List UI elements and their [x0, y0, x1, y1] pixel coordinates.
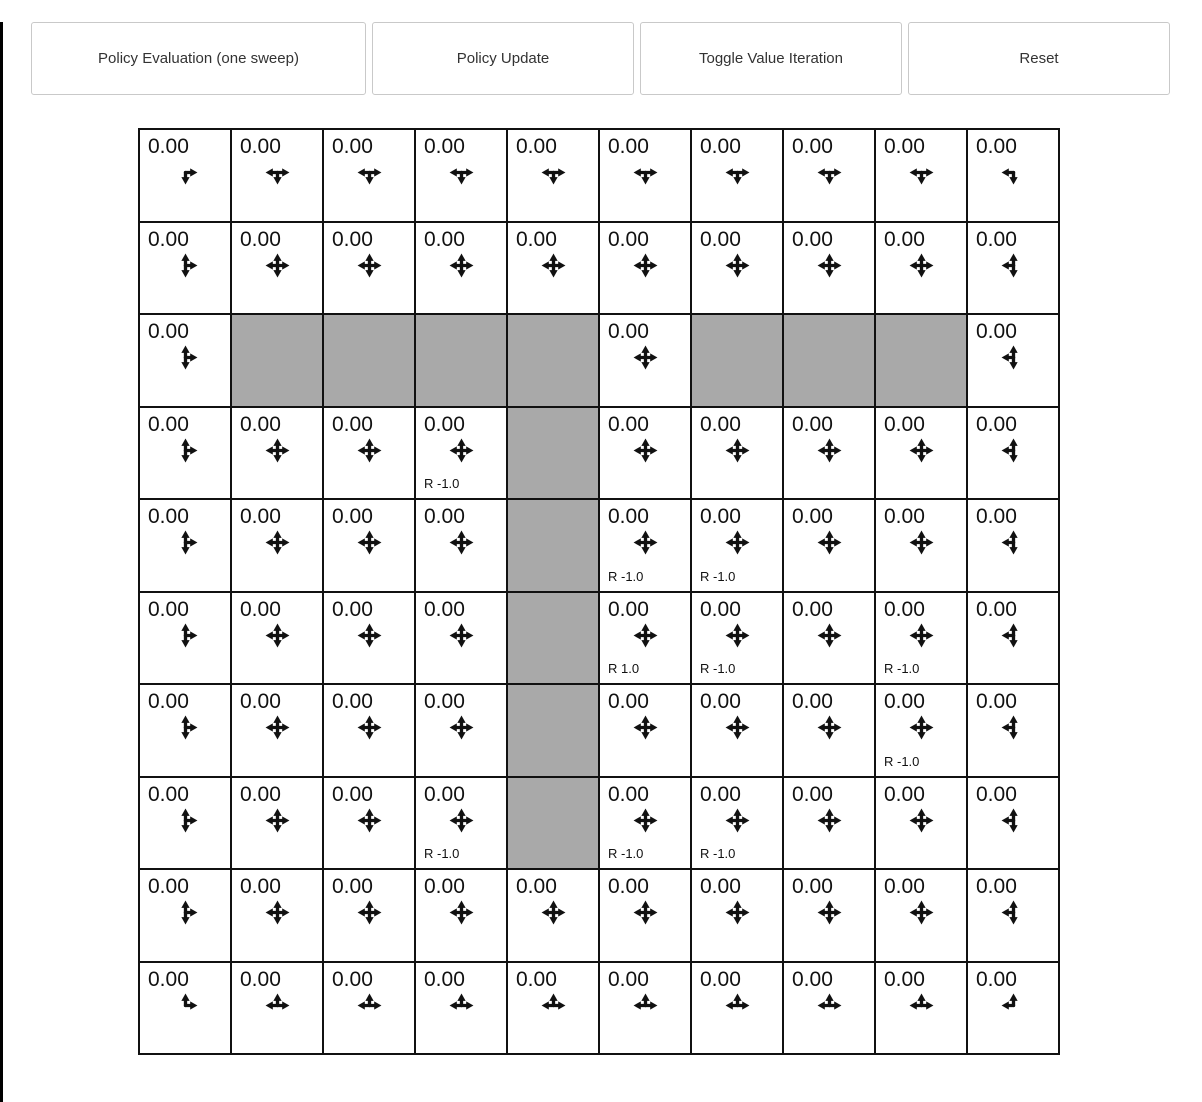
grid-cell — [140, 685, 230, 776]
grid-cell — [784, 223, 874, 314]
state-value: 0.00 — [516, 967, 557, 991]
grid-cell — [232, 500, 322, 591]
reward-label: R -1.0 — [700, 846, 736, 861]
state-value: 0.00 — [792, 782, 833, 806]
state-value: 0.00 — [332, 227, 373, 251]
grid-cell — [968, 593, 1058, 684]
state-value: 0.00 — [608, 690, 649, 713]
policy-arrows-icon — [232, 992, 322, 1019]
state-value: 0.00 — [884, 505, 925, 528]
grid-cell — [692, 408, 782, 499]
policy-arrows-icon — [968, 714, 1058, 741]
state-value: 0.00 — [424, 875, 465, 898]
policy-arrows-icon — [232, 899, 322, 926]
policy-arrows-icon — [968, 252, 1058, 279]
state-value: 0.00 — [240, 597, 281, 621]
reward-label: R -1.0 — [700, 661, 736, 676]
policy-arrows-icon — [968, 899, 1058, 926]
policy-arrows-icon — [324, 807, 414, 834]
state-value: 0.00 — [608, 597, 649, 621]
state-value: 0.00 — [700, 597, 741, 621]
state-value: 0.00 — [424, 135, 465, 158]
policy-arrows-icon — [600, 622, 690, 649]
state-value: 0.00 — [608, 875, 649, 898]
reward-label: R -1.0 — [884, 661, 920, 676]
policy-arrows-icon — [968, 529, 1058, 556]
state-value: 0.00 — [884, 227, 925, 251]
state-value: 0.00 — [884, 690, 925, 713]
grid-cell — [968, 315, 1058, 406]
grid-cell — [416, 500, 506, 591]
policy-arrows-icon — [416, 437, 506, 464]
grid-cell — [600, 685, 690, 776]
grid-cell — [324, 130, 414, 221]
policy-arrows-icon — [232, 437, 322, 464]
toggle-value-iteration-button[interactable]: Toggle Value Iteration — [640, 22, 902, 95]
state-value: 0.00 — [976, 597, 1017, 621]
grid-cell — [324, 593, 414, 684]
grid-cell — [784, 778, 874, 869]
policy-arrows-icon — [324, 159, 414, 186]
policy-evaluation-button[interactable]: Policy Evaluation (one sweep) — [31, 22, 366, 95]
state-value: 0.00 — [424, 412, 465, 436]
grid-cell — [600, 408, 690, 499]
state-value: 0.00 — [700, 875, 741, 898]
reward-label: R -1.0 — [608, 568, 644, 584]
policy-arrows-icon — [140, 252, 230, 279]
policy-arrows-icon — [324, 252, 414, 279]
policy-arrows-icon — [140, 529, 230, 556]
grid-cell — [508, 963, 598, 1054]
state-value: 0.00 — [608, 320, 649, 343]
grid-cell — [232, 408, 322, 499]
policy-arrows-icon — [968, 622, 1058, 649]
policy-arrows-icon — [600, 159, 690, 186]
state-value: 0.00 — [332, 412, 373, 436]
grid-cell — [784, 408, 874, 499]
grid-cell — [692, 870, 782, 961]
policy-arrows-icon — [140, 159, 230, 186]
state-value: 0.00 — [148, 505, 189, 528]
policy-arrows-icon — [600, 344, 690, 371]
policy-arrows-icon — [876, 252, 966, 279]
grid-cell — [416, 778, 506, 869]
state-value: 0.00 — [884, 875, 925, 898]
grid-cell — [784, 685, 874, 776]
policy-arrows-icon — [508, 252, 598, 279]
state-value: 0.00 — [976, 412, 1017, 436]
grid-cell — [876, 223, 966, 314]
grid-cell — [784, 130, 874, 221]
policy-arrows-icon — [600, 437, 690, 464]
state-value: 0.00 — [976, 782, 1017, 806]
state-value: 0.00 — [424, 505, 465, 528]
toolbar — [31, 22, 1167, 95]
state-value: 0.00 — [148, 227, 189, 251]
state-value: 0.00 — [700, 412, 741, 436]
grid-wall-cell — [508, 593, 598, 684]
grid-cell — [232, 963, 322, 1054]
state-value: 0.00 — [792, 875, 833, 898]
reward-label: R -1.0 — [608, 846, 644, 861]
policy-arrows-icon — [692, 252, 782, 279]
policy-arrows-icon — [876, 899, 966, 926]
policy-arrows-icon — [692, 899, 782, 926]
policy-arrows-icon — [600, 899, 690, 926]
grid-cell — [140, 130, 230, 221]
grid-wall-cell — [508, 685, 598, 776]
policy-arrows-icon — [876, 159, 966, 186]
policy-arrows-icon — [784, 159, 874, 186]
grid-cell — [600, 593, 690, 684]
grid-cell — [784, 870, 874, 961]
policy-arrows-icon — [600, 992, 690, 1019]
state-value: 0.00 — [700, 690, 741, 713]
reward-label: R 1.0 — [608, 661, 640, 676]
grid-cell — [692, 223, 782, 314]
state-value: 0.00 — [608, 135, 649, 158]
policy-arrows-icon — [140, 992, 230, 1019]
policy-arrows-icon — [600, 714, 690, 741]
state-value: 0.00 — [608, 227, 649, 251]
state-value: 0.00 — [240, 875, 281, 898]
grid-cell — [140, 593, 230, 684]
state-value: 0.00 — [424, 782, 465, 806]
state-value: 0.00 — [148, 597, 189, 621]
grid-wall-cell — [324, 315, 414, 406]
grid-cell — [508, 223, 598, 314]
state-value: 0.00 — [148, 875, 189, 898]
state-value: 0.00 — [240, 135, 281, 158]
state-value: 0.00 — [976, 690, 1017, 713]
grid-cell — [600, 500, 690, 591]
state-value: 0.00 — [792, 597, 833, 621]
state-value: 0.00 — [424, 227, 465, 251]
policy-arrows-icon — [876, 437, 966, 464]
grid-wall-cell — [416, 315, 506, 406]
reward-label: R -1.0 — [424, 476, 460, 491]
policy-arrows-icon — [140, 899, 230, 926]
policy-arrows-icon — [416, 159, 506, 186]
policy-arrows-icon — [600, 529, 690, 556]
state-value: 0.00 — [792, 135, 833, 158]
grid-wall-cell — [876, 315, 966, 406]
state-value: 0.00 — [424, 967, 465, 991]
policy-arrows-icon — [692, 529, 782, 556]
policy-arrows-icon — [324, 714, 414, 741]
grid-cell — [232, 593, 322, 684]
grid-cell — [876, 685, 966, 776]
state-value: 0.00 — [240, 690, 281, 713]
grid-cell — [140, 778, 230, 869]
grid-cell — [140, 408, 230, 499]
state-value: 0.00 — [332, 597, 373, 621]
grid-cell — [692, 685, 782, 776]
grid-wall-cell — [508, 315, 598, 406]
state-value: 0.00 — [148, 135, 189, 158]
policy-arrows-icon — [968, 159, 1058, 186]
grid-cell — [692, 130, 782, 221]
policy-arrows-icon — [232, 622, 322, 649]
state-value: 0.00 — [976, 967, 1017, 991]
state-value: 0.00 — [700, 967, 741, 991]
state-value: 0.00 — [148, 412, 189, 436]
policy-arrows-icon — [968, 992, 1058, 1019]
policy-arrows-icon — [140, 714, 230, 741]
policy-arrows-icon — [324, 899, 414, 926]
grid-wall-cell — [508, 778, 598, 869]
policy-arrows-icon — [140, 344, 230, 371]
grid-cell — [876, 963, 966, 1054]
state-value: 0.00 — [792, 412, 833, 436]
grid-cell — [416, 870, 506, 961]
grid-cell — [876, 500, 966, 591]
grid-cell — [416, 408, 506, 499]
policy-arrows-icon — [232, 807, 322, 834]
grid-wall-cell — [508, 408, 598, 499]
grid-cell — [324, 963, 414, 1054]
grid-cell — [968, 870, 1058, 961]
grid-cell — [324, 685, 414, 776]
grid-cell — [784, 593, 874, 684]
grid-cell — [324, 408, 414, 499]
policy-arrows-icon — [416, 807, 506, 834]
policy-arrows-icon — [784, 992, 874, 1019]
state-value: 0.00 — [148, 690, 189, 713]
policy-arrows-icon — [416, 529, 506, 556]
grid-cell — [508, 870, 598, 961]
policy-arrows-icon — [692, 807, 782, 834]
grid-cell — [140, 223, 230, 314]
grid-cell — [876, 870, 966, 961]
grid-cell — [324, 500, 414, 591]
policy-arrows-icon — [232, 714, 322, 741]
reset-button[interactable]: Reset — [908, 22, 1170, 95]
grid-cell — [968, 500, 1058, 591]
state-value: 0.00 — [516, 875, 557, 898]
state-value: 0.00 — [240, 782, 281, 806]
grid-cell — [784, 500, 874, 591]
state-value: 0.00 — [884, 135, 925, 158]
policy-arrows-icon — [784, 807, 874, 834]
grid-cell — [600, 963, 690, 1054]
policy-arrows-icon — [416, 899, 506, 926]
state-value: 0.00 — [424, 690, 465, 713]
grid-cell — [140, 870, 230, 961]
policy-arrows-icon — [600, 807, 690, 834]
grid-cell — [508, 130, 598, 221]
policy-arrows-icon — [876, 714, 966, 741]
policy-arrows-icon — [784, 252, 874, 279]
policy-arrows-icon — [968, 437, 1058, 464]
state-value: 0.00 — [240, 967, 281, 991]
policy-arrows-icon — [140, 437, 230, 464]
reward-label: R -1.0 — [884, 753, 920, 769]
policy-arrows-icon — [416, 714, 506, 741]
state-value: 0.00 — [148, 782, 189, 806]
state-value: 0.00 — [332, 875, 373, 898]
grid-cell — [968, 685, 1058, 776]
policy-arrows-icon — [232, 159, 322, 186]
policy-arrows-icon — [232, 529, 322, 556]
grid-cell — [232, 778, 322, 869]
policy-arrows-icon — [692, 992, 782, 1019]
state-value: 0.00 — [792, 967, 833, 991]
grid-cell — [232, 685, 322, 776]
policy-arrows-icon — [324, 529, 414, 556]
policy-arrows-icon — [876, 529, 966, 556]
grid-cell — [416, 593, 506, 684]
policy-arrows-icon — [324, 992, 414, 1019]
state-value: 0.00 — [424, 597, 465, 621]
policy-arrows-icon — [876, 992, 966, 1019]
policy-arrows-icon — [508, 899, 598, 926]
policy-arrows-icon — [876, 622, 966, 649]
policy-arrows-icon — [508, 159, 598, 186]
state-value: 0.00 — [608, 782, 649, 806]
state-value: 0.00 — [976, 505, 1017, 528]
grid-cell — [968, 963, 1058, 1054]
state-value: 0.00 — [240, 505, 281, 528]
state-value: 0.00 — [700, 227, 741, 251]
grid-cell — [692, 500, 782, 591]
state-value: 0.00 — [700, 135, 741, 158]
policy-arrows-icon — [784, 437, 874, 464]
state-value: 0.00 — [884, 597, 925, 621]
policy-arrows-icon — [508, 992, 598, 1019]
grid-wall-cell — [232, 315, 322, 406]
state-value: 0.00 — [148, 967, 189, 991]
policy-arrows-icon — [692, 437, 782, 464]
grid-wall-cell — [692, 315, 782, 406]
policy-arrows-icon — [692, 714, 782, 741]
state-value: 0.00 — [976, 875, 1017, 898]
grid-cell — [600, 130, 690, 221]
grid-cell — [692, 778, 782, 869]
grid-cell — [140, 963, 230, 1054]
state-value: 0.00 — [884, 412, 925, 436]
state-value: 0.00 — [700, 505, 741, 528]
policy-arrows-icon — [692, 622, 782, 649]
state-value: 0.00 — [332, 690, 373, 713]
gridworld — [138, 128, 1060, 1055]
state-value: 0.00 — [148, 320, 189, 343]
grid-wall-cell — [508, 500, 598, 591]
grid-cell — [600, 315, 690, 406]
state-value: 0.00 — [608, 967, 649, 991]
state-value: 0.00 — [516, 135, 557, 158]
reward-label: R -1.0 — [424, 846, 460, 861]
state-value: 0.00 — [884, 782, 925, 806]
policy-arrows-icon — [140, 622, 230, 649]
grid-cell — [968, 130, 1058, 221]
policy-arrows-icon — [784, 714, 874, 741]
grid-cell — [140, 315, 230, 406]
grid-cell — [968, 778, 1058, 869]
state-value: 0.00 — [976, 135, 1017, 158]
state-value: 0.00 — [700, 782, 741, 806]
grid-cell — [140, 500, 230, 591]
state-value: 0.00 — [792, 227, 833, 251]
policy-arrows-icon — [968, 344, 1058, 371]
grid-cell — [876, 408, 966, 499]
grid-cell — [600, 223, 690, 314]
policy-arrows-icon — [416, 622, 506, 649]
policy-update-button[interactable]: Policy Update — [372, 22, 634, 95]
policy-arrows-icon — [784, 899, 874, 926]
state-value: 0.00 — [976, 227, 1017, 251]
policy-arrows-icon — [692, 159, 782, 186]
state-value: 0.00 — [884, 967, 925, 991]
grid-cell — [416, 685, 506, 776]
policy-arrows-icon — [784, 529, 874, 556]
grid-cell — [876, 778, 966, 869]
grid-cell — [416, 130, 506, 221]
grid-cell — [324, 870, 414, 961]
state-value: 0.00 — [516, 227, 557, 251]
state-value: 0.00 — [240, 227, 281, 251]
state-value: 0.00 — [240, 412, 281, 436]
state-value: 0.00 — [332, 967, 373, 991]
state-value: 0.00 — [976, 320, 1017, 343]
policy-arrows-icon — [140, 807, 230, 834]
grid-cell — [232, 870, 322, 961]
state-value: 0.00 — [332, 135, 373, 158]
policy-arrows-icon — [324, 622, 414, 649]
state-value: 0.00 — [608, 505, 649, 528]
policy-arrows-icon — [784, 622, 874, 649]
state-value: 0.00 — [608, 412, 649, 436]
grid-cell — [232, 130, 322, 221]
grid-cell — [876, 130, 966, 221]
grid-cell — [784, 963, 874, 1054]
reward-label: R -1.0 — [700, 568, 736, 584]
policy-arrows-icon — [416, 992, 506, 1019]
grid-wall-cell — [784, 315, 874, 406]
grid-cell — [692, 593, 782, 684]
grid-cell — [232, 223, 322, 314]
grid-cell — [876, 593, 966, 684]
grid-cell — [600, 870, 690, 961]
grid-cell — [968, 223, 1058, 314]
policy-arrows-icon — [968, 807, 1058, 834]
grid-cell — [416, 223, 506, 314]
policy-arrows-icon — [600, 252, 690, 279]
policy-arrows-icon — [876, 807, 966, 834]
state-value: 0.00 — [792, 505, 833, 528]
policy-arrows-icon — [416, 252, 506, 279]
grid-cell — [324, 223, 414, 314]
grid-cell — [324, 778, 414, 869]
policy-arrows-icon — [232, 252, 322, 279]
grid-cell — [600, 778, 690, 869]
policy-arrows-icon — [324, 437, 414, 464]
state-value: 0.00 — [792, 690, 833, 713]
state-value: 0.00 — [332, 505, 373, 528]
grid-cell — [692, 963, 782, 1054]
grid-cell — [416, 963, 506, 1054]
state-value: 0.00 — [332, 782, 373, 806]
grid-cell — [968, 408, 1058, 499]
